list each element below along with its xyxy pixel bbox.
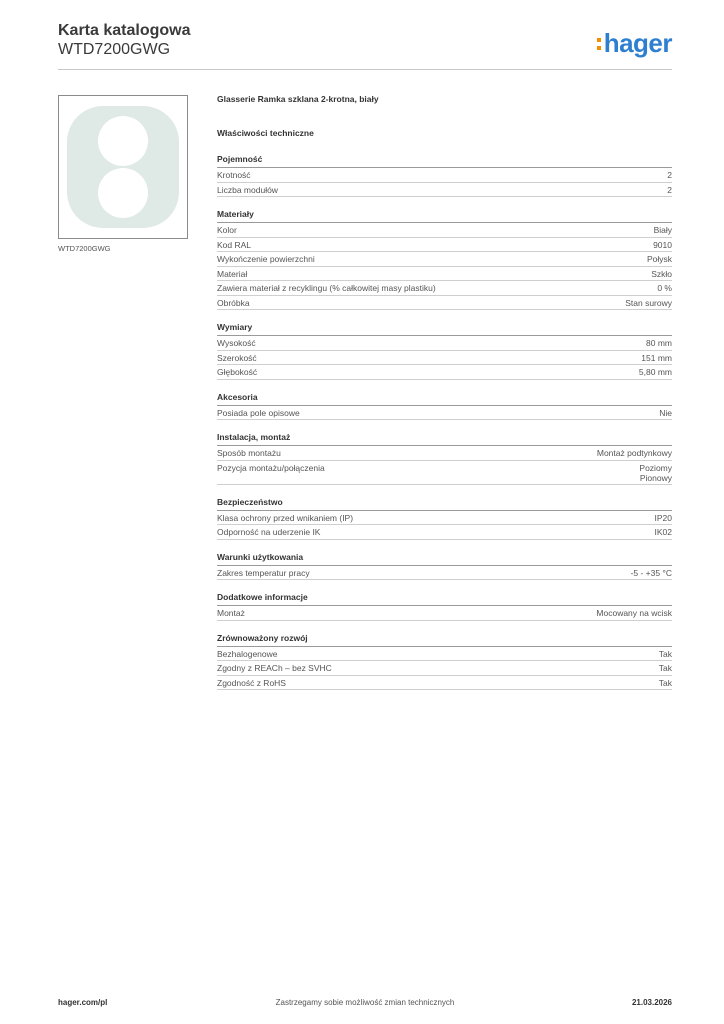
- spec-section: [217, 633, 672, 691]
- spec-row: [217, 183, 672, 198]
- spec-content: [217, 94, 672, 690]
- footer-disclaimer: Zastrzegamy sobie możliwość zmian technicznych: [275, 998, 455, 1007]
- spec-label: Posiada pole opisowe: [217, 407, 300, 418]
- spec-row: [217, 461, 672, 485]
- spec-label: Liczba modułów: [217, 184, 278, 195]
- spec-value: IP20: [654, 512, 672, 523]
- spec-value: Połysk: [646, 254, 672, 264]
- spec-label: Głębokość: [217, 367, 258, 377]
- spec-value: Szkło: [651, 268, 672, 279]
- spec-label: Krotność: [217, 170, 251, 180]
- spec-label: Zgodny z REACh – bez SVHC: [217, 663, 332, 673]
- spec-sections: [217, 154, 672, 690]
- section-title: Instalacja, montaż: [217, 432, 672, 446]
- spec-value: Mocowany na wcisk: [596, 608, 672, 618]
- footer-website: hager.com/pl: [58, 998, 108, 1007]
- image-caption: WTD7200GWG: [58, 244, 111, 253]
- spec-value: 0 %: [657, 283, 672, 293]
- spec-row: [217, 296, 672, 311]
- spec-section: [217, 322, 672, 380]
- spec-value: Biały: [653, 225, 672, 235]
- spec-label: Kod RAL: [217, 239, 252, 250]
- page-header: [58, 20, 672, 70]
- section-title: Bezpieczeństwo: [217, 497, 672, 511]
- spec-row: [217, 566, 672, 581]
- spec-row: [217, 252, 672, 267]
- spec-label: Odporność na uderzenie IK: [217, 527, 321, 537]
- spec-label: Wykończenie powierzchni: [217, 254, 315, 264]
- spec-row: [217, 606, 672, 621]
- spec-section: [217, 209, 672, 310]
- hager-logo: [597, 28, 672, 59]
- technical-properties-heading: Właściwości techniczne: [217, 128, 314, 138]
- header-divider: [58, 69, 672, 70]
- section-title: Warunki użytkowania: [217, 552, 672, 566]
- spec-row: [217, 676, 672, 691]
- spec-label: Materiał: [217, 268, 248, 279]
- document-title: Karta katalogowa: [58, 22, 191, 39]
- spec-row: [217, 525, 672, 540]
- spec-row: [217, 267, 672, 282]
- spec-label: Montaż: [217, 608, 245, 618]
- spec-label: Kolor: [217, 225, 237, 235]
- spec-row: [217, 238, 672, 253]
- spec-value: Tak: [658, 677, 672, 688]
- spec-section: [217, 592, 672, 621]
- spec-row: [217, 446, 672, 461]
- spec-section: [217, 154, 672, 197]
- spec-row: [217, 406, 672, 421]
- spec-value: Tak: [658, 648, 672, 659]
- spec-row: [217, 661, 672, 676]
- spec-label: Zgodność z RoHS: [217, 677, 286, 688]
- spec-value: 9010: [653, 239, 672, 250]
- spec-row: [217, 647, 672, 662]
- spec-label: Pozycja montażu/połączenia: [217, 462, 325, 473]
- spec-section: [217, 392, 672, 421]
- spec-row: [217, 281, 672, 296]
- spec-section: [217, 497, 672, 540]
- section-title: Wymiary: [217, 322, 672, 336]
- spec-row: [217, 365, 672, 380]
- logo-dots-icon: [597, 38, 601, 50]
- spec-value: Stan surowy: [625, 297, 672, 308]
- spec-section: [217, 432, 672, 485]
- spec-label: Klasa ochrony przed wnikaniem (IP): [217, 512, 354, 523]
- spec-row: [217, 336, 672, 351]
- section-title: Akcesoria: [217, 392, 672, 406]
- section-title: Pojemność: [217, 154, 672, 168]
- spec-label: Zakres temperatur pracy: [217, 567, 310, 578]
- double-frame-icon: [59, 96, 187, 238]
- spec-value: Montaż podtynkowy: [596, 448, 672, 458]
- spec-section: [217, 552, 672, 581]
- spec-label: Zawiera materiał z recyklingu (% całkowitej masy plastiku): [217, 283, 436, 293]
- spec-label: Wysokość: [217, 338, 256, 348]
- spec-value: Nie: [659, 407, 672, 418]
- spec-row: [217, 511, 672, 526]
- spec-value: -5 - +35 °C: [630, 567, 672, 578]
- spec-label: Sposób montażu: [217, 448, 281, 458]
- section-title: Zrównoważony rozwój: [217, 633, 672, 647]
- spec-value: 80 mm: [646, 338, 672, 348]
- spec-label: Obróbka: [217, 297, 250, 308]
- footer-date: 21.03.2026: [631, 998, 672, 1007]
- product-image: [58, 95, 188, 239]
- spec-value: 5,80 mm: [638, 367, 672, 377]
- section-title: Dodatkowe informacje: [217, 592, 672, 606]
- spec-label: Szerokość: [217, 352, 257, 363]
- logo-text: hager: [603, 28, 672, 58]
- spec-label: Bezhalogenowe: [217, 648, 278, 659]
- section-title: Materiały: [217, 209, 672, 223]
- spec-value: IK02: [654, 527, 672, 537]
- spec-row: [217, 351, 672, 366]
- spec-value: 151 mm: [641, 352, 672, 363]
- spec-value: Poziomy Pionowy: [639, 462, 672, 483]
- spec-value: Tak: [658, 663, 672, 673]
- product-code: WTD7200GWG: [58, 41, 171, 58]
- spec-value: 2: [667, 170, 672, 180]
- product-name: Glasserie Ramka szklana 2-krotna, biały: [217, 94, 379, 104]
- spec-row: [217, 223, 672, 238]
- spec-row: [217, 168, 672, 183]
- spec-value: 2: [667, 184, 672, 195]
